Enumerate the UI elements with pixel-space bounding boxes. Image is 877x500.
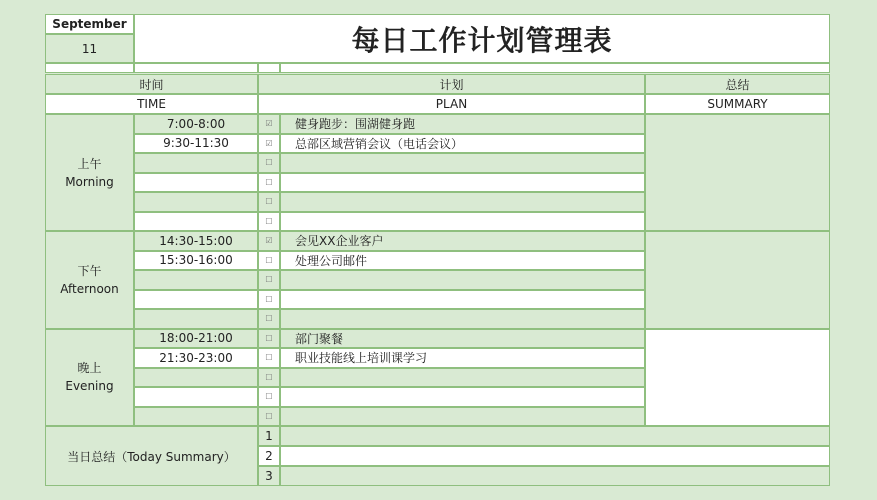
plan-header-en: PLAN [258,94,645,114]
checkbox-icon[interactable]: ☐ [258,329,280,349]
time-header-en: TIME [45,94,258,114]
period-name-cn: 下午 [77,263,102,278]
checkbox-icon[interactable]: ☐ [258,309,280,329]
plan-item[interactable] [280,192,645,212]
checkbox-checked-icon[interactable]: ☑ [258,114,280,134]
period-summary-cell[interactable] [645,231,830,329]
checkbox-checked-icon[interactable]: ☑ [258,231,280,251]
planner-sheet [45,14,830,486]
period-label [45,329,134,427]
period-label [45,231,134,329]
header-spacer-check [258,63,280,73]
summary-header-cn: 总结 [645,74,830,94]
time-slot[interactable] [134,368,258,388]
plan-item[interactable] [280,368,645,388]
header-spacer-left [45,63,134,73]
checkbox-checked-icon[interactable]: ☑ [258,134,280,154]
plan-item[interactable] [280,153,645,173]
period-summary-cell[interactable] [645,329,830,427]
plan-item[interactable] [280,290,645,310]
period-name-cn: 晚上 [77,361,102,376]
summary-item-field[interactable] [280,446,830,466]
page-title: 每日工作计划管理表 [134,14,830,63]
checkbox-icon[interactable]: ☐ [258,270,280,290]
summary-item-field[interactable] [280,426,830,446]
time-header-cn: 时间 [45,74,258,94]
time-slot[interactable] [134,153,258,173]
header-spacer-right [280,63,830,73]
checkbox-icon[interactable]: ☐ [258,251,280,271]
plan-item[interactable]: 健身跑步：围湖健身跑 [280,114,645,134]
header-spacer-mid [134,63,258,73]
plan-item[interactable] [280,387,645,407]
time-slot[interactable] [134,290,258,310]
summary-item-number: 1 [258,426,280,446]
time-slot[interactable]: 9:30-11:30 [134,134,258,154]
time-slot[interactable] [134,192,258,212]
checkbox-icon[interactable]: ☐ [258,368,280,388]
plan-item[interactable]: 总部区域营销会议（电话会议） [280,134,645,154]
plan-item[interactable]: 部门聚餐 [280,329,645,349]
period-summary-cell[interactable] [645,114,830,231]
plan-item[interactable] [280,309,645,329]
time-slot[interactable] [134,212,258,232]
checkbox-icon[interactable]: ☐ [258,387,280,407]
time-slot[interactable] [134,173,258,193]
time-slot[interactable]: 18:00-21:00 [134,329,258,349]
time-slot[interactable]: 14:30-15:00 [134,231,258,251]
time-slot[interactable] [134,270,258,290]
checkbox-icon[interactable]: ☐ [258,212,280,232]
day-label: 11 [45,34,134,63]
checkbox-icon[interactable]: ☐ [258,173,280,193]
checkbox-icon[interactable]: ☐ [258,192,280,212]
period-name-en: Evening [65,379,114,394]
period-label [45,114,134,231]
plan-item[interactable]: 会见XX企业客户 [280,231,645,251]
period-name-en: Afternoon [60,281,119,296]
plan-item[interactable]: 处理公司邮件 [280,251,645,271]
time-slot[interactable] [134,387,258,407]
summary-header-en: SUMMARY [645,94,830,114]
month-label: September [45,14,134,34]
checkbox-icon[interactable]: ☐ [258,348,280,368]
plan-item[interactable] [280,407,645,427]
summary-item-number: 2 [258,446,280,466]
checkbox-icon[interactable]: ☐ [258,153,280,173]
time-slot[interactable] [134,309,258,329]
checkbox-icon[interactable]: ☐ [258,407,280,427]
plan-header-cn: 计划 [258,74,645,94]
time-slot[interactable]: 21:30-23:00 [134,348,258,368]
period-name-en: Morning [65,174,114,189]
plan-item[interactable] [280,212,645,232]
time-slot[interactable]: 7:00-8:00 [134,114,258,134]
summary-item-field[interactable] [280,466,830,486]
period-name-cn: 上午 [77,156,102,171]
today-summary-label: 当日总结（Today Summary） [45,426,258,486]
checkbox-icon[interactable]: ☐ [258,290,280,310]
plan-item[interactable] [280,173,645,193]
plan-item[interactable]: 职业技能线上培训课学习 [280,348,645,368]
time-slot[interactable]: 15:30-16:00 [134,251,258,271]
summary-item-number: 3 [258,466,280,486]
time-slot[interactable] [134,407,258,427]
plan-item[interactable] [280,270,645,290]
